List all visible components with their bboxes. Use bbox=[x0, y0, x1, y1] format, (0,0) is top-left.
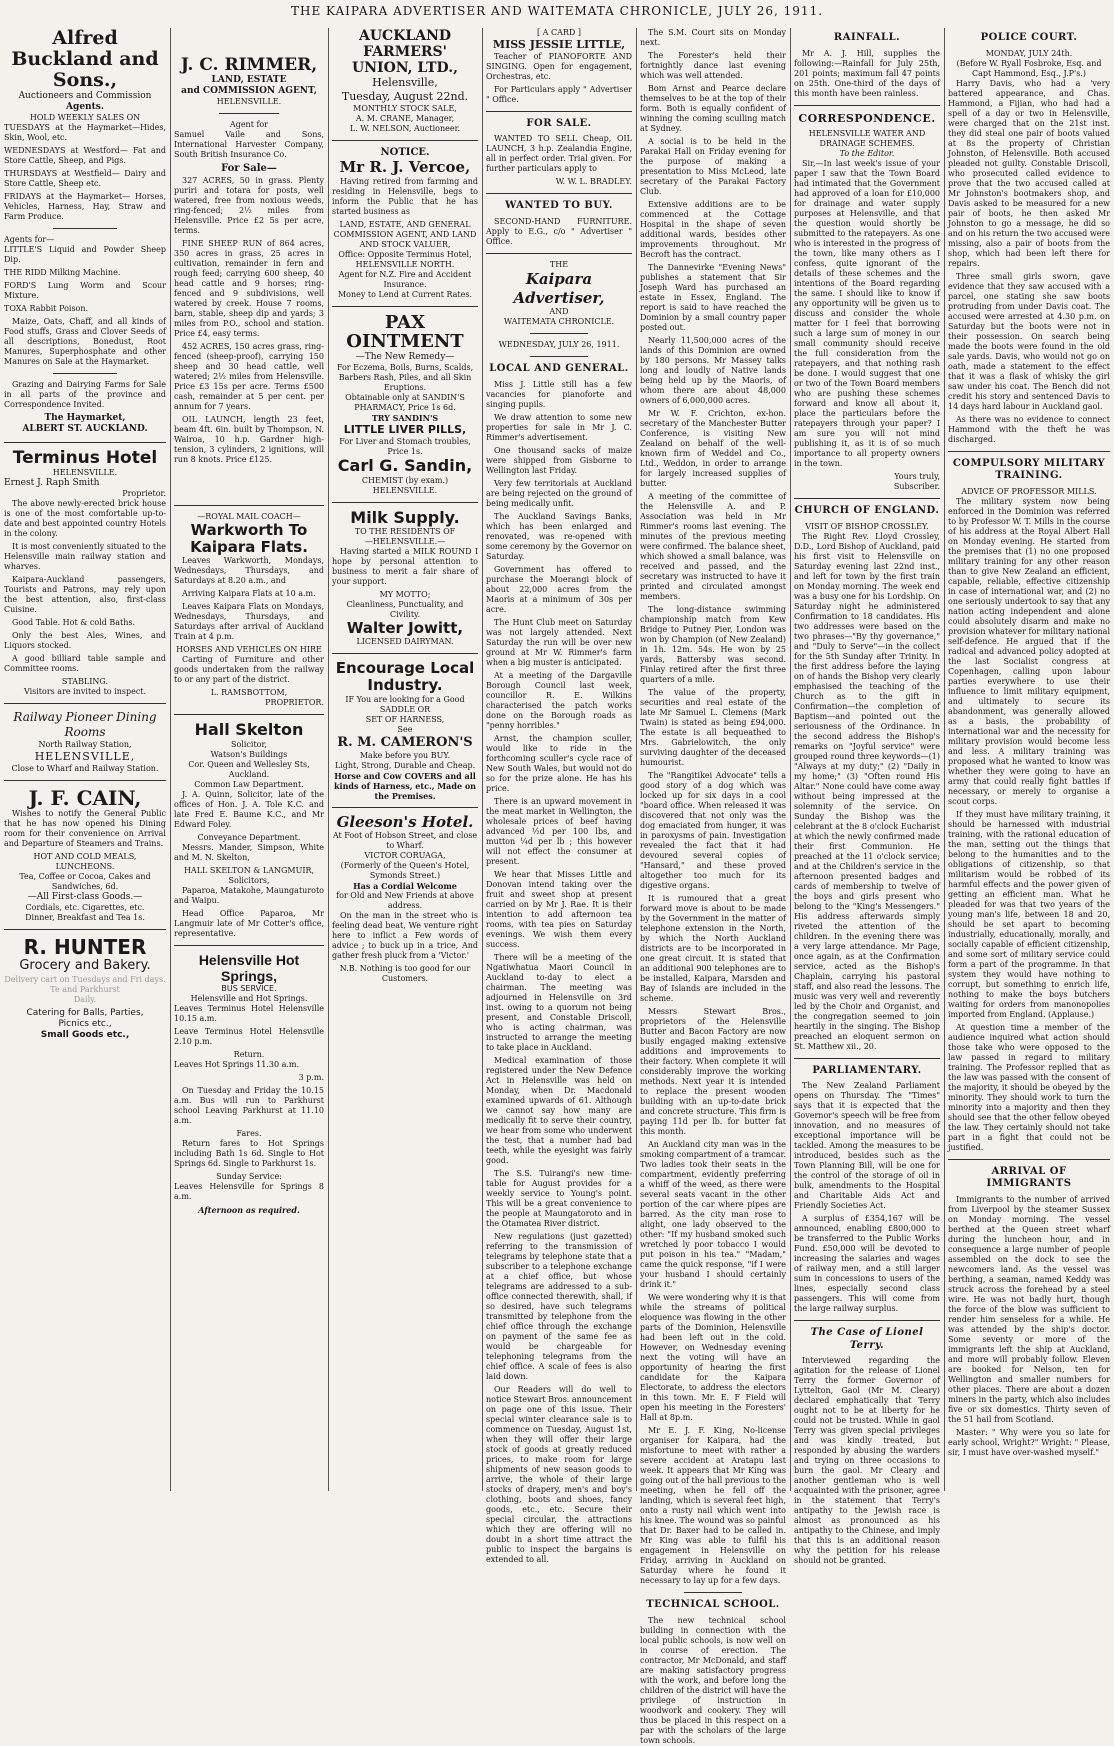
news-paragraph: The value of the property, securities and real estate of the late Mr Samuel L. Clemens (Mark Twain) is stated as being £94,000. The estate is all bequeathed to Mrs. Gabrielowitch, the only surviving daughter of the deceased humourist. bbox=[640, 688, 786, 767]
conveyance-body: Messrs. Mander, Simpson, White and M. N. Skelton, bbox=[174, 842, 324, 862]
conveyance: Conveyance Department. bbox=[197, 832, 301, 842]
news-paragraph: An Auckland city man was in the smoking compartment of a tramcar. Two ladies took their seats in the compartment, evidently preferring a whiff of the weed, as there were several seats vacant in the other portion of the car where pipes are barred. As the city man rose to alight, one lady observed to the other: "If my husband smoked such wretched ly poor tobacco I would put poison in his tea." "Madam," came the quick response, "if I were your husband I should certainly drink it." bbox=[640, 1140, 786, 1289]
sale-item: 452 ACRES, 150 acres grass, ring-fenced (sheep-proof), carrying 150 sheep and 30 head cattle, well watered; 2½ miles from Helensville. Price £3 15s per acre. Terms £500 cash, remainder at 5 per cent. per annum for 7 years. bbox=[174, 341, 324, 411]
gleeson-addr: At Foot of Hobson Street, and close to Wharf. bbox=[332, 831, 478, 851]
terminus-prop2: Proprietor. bbox=[122, 489, 166, 499]
cain-hot: HOT AND COLD MEALS, LUNCHEONS. bbox=[33, 852, 137, 872]
welcome: Has a Cordial Welcome bbox=[353, 881, 457, 892]
terminus-body: The above newly-erected brick house is one of the most comfortable up-to-date and best appointed country Hotels in the colony. bbox=[4, 499, 166, 539]
cameron-body: Make before you BUY. bbox=[359, 750, 451, 760]
bradley: W. W. L. BRADLEY. bbox=[555, 177, 632, 187]
coruaga: VICTOR CORUAGA, bbox=[364, 851, 446, 861]
agent-lines: Samuel Vaile and Sons, International Harvester Company, South British Insurance Co. bbox=[174, 130, 324, 160]
pax-title: PAX OINTMENT bbox=[346, 311, 464, 353]
hunter-catering: Catering for Balls, Parties, bbox=[26, 1007, 144, 1018]
police-before: (Before W. Ryall Fosbroke, Esq. and Capt Hammond, Esq., J.P's.) bbox=[956, 58, 1102, 78]
masthead: THE KAIPARA ADVERTISER AND WAITEMATA CHRONICLE, JULY 26, 1911. bbox=[290, 4, 824, 18]
terry-body: Interviewed regarding the agitation for the release of Lionel Terry the former Governor of Lyttelton, Gaol (Mr M. Cleary) declared emphatically that Terry ought not to be at liberty for he could not be trusted. While in gaol Terry was given special privileges and was kindly treated, but responded by abusing the warders and trying on three occasions to burn the gaol. Mr Cleary and another gentleman who is well acquainted with the prisoner, agree in the statement that Terry's antipathy to the Jewish race is almost as pronounced as his antipathy to the Chinese, and imply that this is an additional reason why the petition for his release should not be granted. bbox=[794, 1356, 940, 1566]
coruaga-sub: (Formerly of the Queen's Hotel, Symonds Street.) bbox=[340, 861, 470, 881]
vercoe-body: Having retired from farming and residing in Helensville, begs to inform the Public that he has started business as bbox=[332, 176, 478, 216]
head-office: Head Office Paparoa, Mr Langmuir late of Mr Cotter's office, representative. bbox=[174, 908, 324, 938]
for-sale: For Sale— bbox=[221, 163, 277, 175]
yours: Yours truly, bbox=[894, 472, 940, 482]
pax-obtain: Obtainable only at SANDIN'S PHARMACY, Price 1s 6d. bbox=[345, 393, 465, 413]
column-rule bbox=[328, 28, 329, 1491]
news-paragraph: Messrs Stewart Bros., proprietors of the Helensville Butter and Bacon Factory are now busily engaged making extensive additions and improvements to their factory. When complete it will considerably improve the working methods. Next year it is intended to replace the present wooden building with an up-to-date brick and concrete structure. This firm is paying 11d per lb. for butter fat this month. bbox=[640, 1007, 786, 1136]
liver-title: LITTLE LIVER PILLS, bbox=[343, 423, 467, 437]
hunter-line: Daily. bbox=[73, 994, 97, 1004]
news-paragraph: It is rumoured that a great forward move is about to be made by the Government in the matter of telephone extension in the North, by which the North Auckland districts are to be incorporated in one great circuit. It is stated that an additional 900 telephones are to be installed, Kaipara, Marsden and Bay of Islands are included in the scheme. bbox=[640, 894, 786, 1003]
fares-body: Return fares to Hot Springs including Bath 1s 6d. Single to Hot Springs 6d. Single to Parkhurst 1s. bbox=[174, 1138, 324, 1168]
motto-body: Cleanliness, Punctuality, and Civility. bbox=[346, 599, 464, 619]
cain-items: Cordials, etc. Cigarettes, etc. bbox=[25, 903, 145, 913]
hunter-small: Small Goods etc., bbox=[40, 1030, 130, 1041]
rimmer-title: J. C. RIMMER, bbox=[180, 55, 318, 75]
cain-title: J. F. CAIN, bbox=[28, 786, 142, 811]
news-paragraph: Extensive additions are to be commenced at the Cottage Hospital in the shape of seven additional wards, besides other improvements throughout. Mr Becroft has the contract. bbox=[640, 200, 786, 259]
church-heading: CHURCH OF ENGLAND. bbox=[794, 505, 940, 517]
local-heading: LOCAL AND GENERAL. bbox=[489, 363, 629, 375]
hunter-line: Te and Parkhurst bbox=[50, 984, 120, 994]
buckland-line: WEDNESDAYS at Westford— Fat and Store Cattle, Sheep, and Pigs. bbox=[4, 146, 166, 166]
nameplate-the: THE bbox=[549, 259, 569, 269]
bus-service: BUS SERVICE. bbox=[221, 983, 277, 993]
ramsbottom-prop: PROPRIETOR. bbox=[265, 698, 324, 708]
wanted-heading: WANTED TO BUY. bbox=[505, 200, 613, 212]
rainfall-body: Mr A. J. Hill, supplies the following:—Rainfall for July 25th, 201 points; maximum fall 47 points on 25th. One-third of the days of this month have been rainless. bbox=[794, 48, 940, 98]
buckland-line: THURSDAYS at Westfield— Dairy and Store Cattle, Sheep etc. bbox=[4, 169, 166, 189]
rimmer-sub: LAND, ESTATE bbox=[211, 74, 287, 85]
haymarket: The Haymarket, bbox=[44, 413, 126, 424]
railway-town: HELENSVILLE, bbox=[34, 750, 136, 764]
bus-line: Leave Terminus Hotel Helensville 2.10 p.m. bbox=[174, 1026, 324, 1046]
sale-item: 327 ACRES, 50 in grass. Plenty puriri and totara for posts, well watered, free from noxious weeds, ring-fenced; 2½ miles from Helensville. Price £2 5s per acre, terms. bbox=[174, 175, 324, 235]
news-paragraph: We were wondering why it is that while the streams of political eloquence was flowing in the other parts of the Dominion, Helensville had been left out in the cold. However, on Wednesday evening next the voting will have an opportunity of hearing the first candidate for the Kaipara Electorate, to address the electors in this town. Mr. E. F Field will open his meeting in the Foresters' Hall at 8p.m. bbox=[640, 1293, 786, 1422]
farmers-auct: L. W. NELSON, Auctioneer. bbox=[349, 123, 461, 133]
terminus-prop: Ernest J. Raph Smith bbox=[4, 478, 100, 489]
sunday-body: Leaves Helensville for Springs 8 a.m. bbox=[174, 1181, 324, 1201]
return: Return. bbox=[233, 1049, 265, 1059]
skelton-body: Cor. Queen and Wellesley Sts, Auckland. bbox=[188, 759, 310, 779]
warkworth-body: Arriving Kaipara Flats at 10 a.m. bbox=[182, 589, 316, 599]
ramsbottom: L. RAMSBOTTOM, bbox=[210, 688, 288, 698]
haymarket-address: ALBERT ST. AUCKLAND. bbox=[22, 424, 148, 435]
police-body: Three small girls sworn, gave evidence that they saw accused with a parcel, one stating she saw boots protruding from under Davis coat. The accused were arrested at 4.30 p.m. on Saturday but the boots were not in their possession. On search being made the boots were found in the old sale yards. Davis, who would not go on oath, made a statement to the effect that it was a flask of whisky the girl saw under his coat. The Bench did not credit his story and sentenced Davis to 14 days hard labour in Auckland gaol. bbox=[948, 271, 1110, 411]
afternoon: Afternoon as required. bbox=[198, 1204, 300, 1215]
column-5 bbox=[640, 28, 786, 1745]
church-body: The Right Rev. Lloyd Crossley, D.D., Lord Bishop of Auckland, paid his first visit to Helensville on Saturday evening last 22nd inst., and left for town by the first train on Monday morning. The week end was a busy one for his Lordship. On Saturday night he administered Confirmation to 18 candidates. His two addresses were based on the two phrases—"By thy governance," and "Duly to Serve"—in the collect for the 5th Sunday after Trinity. In the first address before the laying on of hands the Bishop very clearly emphasised the teaching of the Church as to the gift in Confirmation—the completion of Baptism—and pointed out the seriousness of the Ordinance. In the second address the Bishop's remarks on "Joyful service" were grouped round three keywords—(1) "Always at my duty;" (2) "Daily in my home;" (3) "Often round His Altar." None could have come away without being impressed at the solemnity of the service. On Sunday the Bishop was the celebrant at the 8 o'clock Eucharist at which the newly confirmed made their first Communion. He preached at the 11 o'clock service; and at the Children's service in the afternoon presented badges and cards of membership to twelve of the boys and girls present who belong to the "King's Messengers." His address afterwards simply riveted the attention of the children. In the evening there was a very large attendance. Mr Page, once again, as at the Confirmation service, acted as the Bishop's Chaplain, carrying his pastoral staff, and also read the lessons. The music was very well and reverently led by the Choir and Organist, and the congregation seemed to join heartily in the singing. The Bishop preached an eloquent sermon on St. Matthew xii., 20. bbox=[794, 531, 940, 1051]
fares: Fares. bbox=[236, 1128, 262, 1138]
local-paragraph: Medical examination of those registered under the New Defence Act in Helensville was held on Monday, when Dr. Macdonald examined upwards of 61. Although we cannot say how many are medically fit to serve their country, we hear from some who underwent the test, that a number had bad teeth, while the eyesight was fairly good. bbox=[486, 1055, 632, 1165]
corr-body: Sir,—In last week's issue of your paper I saw that the Town Board had intimated that the Government had approved of a loan for £10,000 for drainage and water supply purposes at Helensville, and that the question would shortly be submitted to the ratepayers. As one who is interested in the progress of the town, like many others as I confess, quite ignorant of the details of these schemes and the intentions of the Board regarding the same. I should like to know if any opportunity will be given us to discuss and consider the whole matter for I feel that borrowing such a large sum of money in our small community should receive the full consideration from the ratepayers, and that nothing rash be done. I would suggest that one or two of the Town Board members who are pushing these schemes forward and know all about it, place the particulars before the ratepayers through your paper? I am sure you will not mind publishing it, as it is of so much importance to all property owners in the town. bbox=[794, 159, 940, 469]
skelton-body: Solicitor, bbox=[231, 739, 267, 749]
column-rule bbox=[636, 28, 637, 1491]
master-joke: Master: " Why were you so late for early school, Wright?" Wright: " Please, sir, I must have over-washed myself." bbox=[948, 1427, 1110, 1457]
cain-goods: —All First-class Goods.— bbox=[27, 892, 143, 903]
little-title: MISS JESSIE LITTLE, bbox=[492, 38, 626, 51]
column-rule bbox=[482, 28, 483, 1491]
jowitt-title: Walter Jowitt, bbox=[346, 618, 464, 637]
cain-dinner: Dinner, Breakfast and Tea 1s. bbox=[25, 913, 145, 923]
news-paragraph: A meeting of the committee of the Helensville A. and P. Association was held in Mr Rimmer's rooms last evening. The minutes of the previous meeting were confirmed. The balance sheet, which showed a small balance, was received and passed, and the secretary was instructed to have it printed and circulated amongst members. bbox=[640, 492, 786, 601]
carting: Carting of Furniture and other goods undertaken from the railway to or any part of the district. bbox=[174, 655, 324, 685]
stabling: STABLING. bbox=[61, 677, 109, 687]
common-law: Common Law Department. bbox=[194, 779, 304, 789]
technical-body: The new technical school building in connection with the local public schools, is now well on in course of erection. The contractor, Mr McDonald, and staff are making satisfactory progress with the work, and before long the children of the district will have the privilege of instruction in woodwork and cookery. They will thus be placed in this respect on a par with the scholars of the large town schools. bbox=[640, 1615, 786, 1745]
terminus-body: A good billiard table sample and Committee rooms. bbox=[4, 654, 166, 674]
hotsprings-title: Helensville Hot Springs, bbox=[198, 951, 300, 984]
news-paragraph: Bom Arnst and Pearce declare themselves to be at the top of their form. Both is equally confident of winning the coming sculling match at Sydney. bbox=[640, 84, 786, 133]
local-paragraph: Very few territorials at Auckland are being rejected on the ground of being medically unfit. bbox=[486, 478, 632, 508]
hunter-line: Delivery cart on Tuesdays and Fri days. bbox=[4, 974, 166, 984]
saddle: SADDLE OR bbox=[379, 704, 431, 714]
police-heading: POLICE COURT. bbox=[980, 32, 1078, 43]
local-paragraph: The Auckland Savings Banks, which has been enlarged and renovated, was re-opened with some ceremony by the Governor on Saturday. bbox=[486, 511, 632, 561]
local-paragraph: At a meeting of the Dargaville Borough Council last week, councillor R. E. Wilkins characterised the patch works done on the Borough roads as "penny horribles." bbox=[486, 670, 632, 730]
police-body: As there was no evidence to connect Hammond with the theft he was discharged. bbox=[948, 414, 1110, 444]
news-paragraph: The "Rangitikei Advocate" tells a good story of a dog which was locked up for six days in a cool "board office. When released it was discovered that not only was the dog emaciated from hunger, it was in paroxysms of pain. Investigation revealed the fact that it had devoured several copies of "Hansard," and these proved altogether too much for its digestive organs. bbox=[640, 771, 786, 890]
try: TRY SANDIN'S bbox=[371, 413, 439, 424]
terminus-title: Terminus Hotel bbox=[12, 447, 158, 468]
buckland-sub: Agents. bbox=[66, 101, 104, 112]
parl-body: The New Zealand Parliament opens on Thursday. The "Times" says that it is expected that the Governor's speech will be free from innovation, and no measures of exceptional importance will be tackled. Among the measures to be introduced, besides such as the Town Planning Bill, will be one for the control of the storage of oil in bulk, amendments to the Hospital and Charitable Aids Act and Friendly Societies Act. bbox=[794, 1081, 940, 1211]
sale-item: OIL LAUNCH, length 23 feet, beam 4ft. 6in. built by Thompson, N. Wairoa, 10 h.p. Gardner high-tension, 3 cylinders, 2 ignitions, will run 8 knots. Price £125. bbox=[174, 414, 324, 464]
farmers-place: Helensville, bbox=[372, 76, 438, 90]
technical-heading: TECHNICAL SCHOOL. bbox=[646, 1599, 780, 1610]
pax-sub: —The New Remedy— bbox=[355, 352, 455, 363]
bus-line: Leaves Terminus Hotel Helensville 10.15 a.m. bbox=[174, 1003, 324, 1023]
rimmer-sub: and COMMISSION AGENT, bbox=[181, 85, 317, 96]
visit: VISIT OF BISHOP CROSSLEY. bbox=[805, 521, 929, 531]
pax-body: For Eczema, Boils, Burns, Scalds, Barbers Rash, Piles, and all Skin Eruptions. bbox=[336, 363, 474, 393]
return-line: Leaves Hot Springs 11.30 a.m. bbox=[174, 1059, 300, 1069]
column-2 bbox=[174, 28, 324, 1499]
milk-to: TO THE RESIDENTS OF bbox=[354, 526, 456, 536]
visitors: Visitors are invited to inspect. bbox=[23, 687, 147, 697]
news-paragraph: The long-distance swimming championship match from Kew Bridge to Putney Pier, London was won by Champion (of New Zealand) in 1h. 12m. 54s. He won by 25 yards, Battersby was second. Finlay retired after the first three quarters of a mile. bbox=[640, 605, 786, 684]
nameplate-and: AND bbox=[549, 307, 569, 317]
sandin-title: Carl G. Sandin, bbox=[337, 456, 473, 476]
terminus-body: Kaipara-Auckland passengers, Tourists and Patrons, may rely upon the best attention, also, first-class Cuisine. bbox=[4, 575, 166, 615]
police-date: MONDAY, JULY 24th. bbox=[985, 48, 1073, 58]
nameplate-waitemata: WAITEMATA CHRONICLE. bbox=[503, 317, 615, 327]
horses: HORSES AND VEHICLES ON HIRE bbox=[176, 645, 322, 655]
gleeson-title: Gleeson's Hotel. bbox=[336, 812, 474, 831]
warkworth-body: Leaves Kaipara Flats on Mondays, Wednesdays, Thursdays, and Saturdays after arrival of Auckland Train at 4 p.m. bbox=[174, 602, 324, 642]
sandin-sub: CHEMIST (by exam.) HELENSVILLE. bbox=[361, 475, 449, 495]
to-editor: To the Editor. bbox=[839, 149, 895, 159]
covers: Horse and Cow COVERS and all kinds of Harness, etc., Made on the Premises. bbox=[334, 770, 476, 801]
rainfall-heading: RAINFALL. bbox=[833, 32, 901, 43]
local-paragraph: Arnst, the champion sculler, would like to ride in the forthcoming sculler's cycle race of New South Wales, but would not do so for the prize alone. He has his price. bbox=[486, 733, 632, 793]
mail-coach: —ROYAL MAIL COACH— bbox=[197, 511, 301, 521]
railway-close: Close to Wharf and Railway Station. bbox=[11, 764, 159, 774]
milk-title: Milk Supply. bbox=[350, 507, 460, 527]
farmers-title: AUCKLAND FARMERS' UNION, LTD., bbox=[352, 28, 458, 77]
hunter-picnics: Picnics etc., bbox=[58, 1018, 112, 1029]
issue-date: WEDNESDAY, JULY 26, 1911. bbox=[498, 340, 620, 350]
vercoe-money: Money to Lend at Current Rates. bbox=[337, 289, 473, 299]
jowitt-sub: LICENSED DAIRYMAN. bbox=[356, 637, 454, 647]
parliamentary-heading: PARLIAMENTARY. bbox=[812, 1064, 922, 1076]
warkworth-title: Warkworth To Kaipara Flats. bbox=[190, 520, 308, 556]
column-3 bbox=[332, 28, 478, 1499]
sunday: Sunday Service: bbox=[216, 1171, 282, 1181]
news-paragraph: The S.M. Court sits on Monday next. bbox=[640, 28, 786, 47]
local-paragraph: The Hunt Club meet on Saturday was not largely attended. Next Saturday the run will be over new ground at Mr W. Rimmer's farm when a big muster is anticipated. bbox=[486, 617, 632, 667]
corr-sub: HELENSVILLE WATER AND DRAINAGE SCHEMES. bbox=[808, 129, 926, 149]
encourage-title: Encourage Local Industry. bbox=[335, 659, 475, 695]
local-paragraph: We hear that Misses Little and Donovan intend taking over the fruit and sweet shop at present carried on by Mr J. Rae. It is their intention to add afternoon tea rooms, with tea pies on Saturday evenings. We wish them every success. bbox=[486, 869, 632, 949]
hunter-title: R. HUNTER bbox=[23, 935, 147, 960]
local-paragraph: We draw attention to some new properties for sale in Mr J. C. Rimmer's advertisement. bbox=[486, 412, 632, 442]
terminus-body: Good Table. Hot & cold Baths. bbox=[12, 618, 136, 628]
encourage-body: IF You are looking for a Good bbox=[345, 694, 465, 704]
rimmer-place: HELENSVILLE. bbox=[216, 97, 282, 107]
local-paragraph: Miss J. Little still has a few vacancies for pianoforte and singing pupils. bbox=[486, 379, 632, 409]
common-law-body: J. A. Quinn, Solicitor, late of the offices of Hon. J. A. Tole K.C. and late Fred E. Baume K.C., and Mr Edward Foley. bbox=[174, 789, 324, 829]
skelton-lang: HALL SKELTON & LANGMUIR, bbox=[183, 865, 315, 875]
local-paragraph: Our Readers will do well to notice Stewart Bros. announcement on page one of this issue. Their special winter clearance sale is to commence on Tuesday, August 1st, when they will offer their large stock of goods at greatly reduced prices, to make room for large shipments of new season goods to arrive, the whole of their large stocks of drapery, men's and boy's clothing, boots and shoes, fancy goods, etc., etc. Secure their special circular, the attractions which they are offering will no doubt in a short time attract the public to inspect the bargains is extended to all. bbox=[486, 1384, 632, 1564]
sale-item: FINE SHEEP RUN of 864 acres, 350 acres in grass, 25 acres in cultivation, remainder in fern and rough feed; carrying 600 sheep, 40 head cattle and 9 horses; ring-fenced and 9 subdivisions, well watered by creek. House 7 rooms, barn, stable, sheep dip and yards; 3 miles from P.O., school and station. Price £4, easy terms. bbox=[174, 238, 324, 338]
paparoa: Paparoa, Matakohe, Maungaturoto and Waipu. bbox=[174, 885, 324, 905]
buckland-title: Alfred Buckland and Sons., bbox=[11, 27, 159, 91]
local-paragraph: Government has offered to purchase the Moerangi block of about 22,000 acres from the Maoris at a minimum of 30s per acre. bbox=[486, 564, 632, 614]
buckland-line: FRIDAYS at the Haymarket— Horses, Vehicles, Harness, Hay, Straw and Farm Produce. bbox=[4, 192, 166, 222]
return-line: 3 p.m. bbox=[298, 1072, 324, 1082]
welcome-body: for Old and New Friends at above address. bbox=[336, 891, 474, 911]
column-rule bbox=[170, 28, 171, 1491]
agents-line: LITTLE'S Liquid and Powder Sheep Dip. bbox=[4, 245, 166, 265]
local-paragraph: There will be a meeting of the Ngatiwhatua Maori Council in Auckland to-day to elect a chairman. The meeting was adjourned in Helensville on 3rd inst. owing to a quorum not being present, and Constable Driscoll, who is acting chairman, was instructed to arrange the meeting to take place in Auckland. bbox=[486, 952, 632, 1052]
farmers-date: Tuesday, August 22nd. bbox=[341, 90, 469, 104]
vercoe-agent: Agent for N.Z. Fire and Accident Insurance. bbox=[338, 269, 472, 289]
immigrants-body: Immigrants to the number of arrived from Liverpool by the steamer Sussex on Monday morning. The vessel berthed at the Queen street wharf during the luncheon hour, and in consequence a large number of people assembled on the dock to see the newcomers land. As the vessel was berthing, a seaman, named Keddy was struck across the forehead by a steel wire. He was not badly hurt, though the force of the blow was sufficient to render him senseless for a while. He was attended by the ship's doctor. Some seventy or more of the immigrants left the ship at Auckland, and more will probably follow. Eleven are booked for Nelson, ten for Wellington and smaller numbers for other places. There are about a dozen miners in the party, which also includes five or six domestics. Thirty seven of the 51 hail from Scotland. bbox=[948, 1194, 1110, 1424]
local-paragraph: New regulations (just gazetted) referring to the transmission of telegrams by telephone state that a subscriber to a telephone exchange at a chief office, but whose telegrams are addressed to a sub-office connected therewith, shall, if so desired, have such telegrams transmitted by telephone from the chief office through the exchange on payment of the same fee as would be chargeable for telephoning telegrams from the chief office. A scale of fees is also laid down. bbox=[486, 1231, 632, 1381]
parl-body: A surplus of £354,167 will be announced, enabling £800,000 to be transferred to the Public Works Fund. £50,000 will be devoted to increasing the salaries and wages of railway men, and a still larger sum in concessions to users of the lines, especially second class passengers. This will come from the large railway surplus. bbox=[794, 1214, 940, 1314]
buckland-sub: Auctioneers and Commission bbox=[18, 90, 152, 101]
notice: NOTICE. bbox=[380, 146, 430, 158]
agents-for: Agents for— bbox=[4, 235, 55, 245]
immigrants-heading: ARRIVAL OF IMMIGRANTS bbox=[986, 1165, 1072, 1189]
railway-station: North Railway Station, bbox=[38, 740, 132, 750]
farmers-mgr: A. M. CRANE, Manager, bbox=[355, 113, 455, 123]
milk-place: —HELENSVILLE.— bbox=[364, 536, 446, 546]
subscriber: Subscriber. bbox=[893, 482, 940, 492]
news-paragraph: Mr W. F. Crichton, ex-hon. secretary of the Manchester Butter Conference, is visiting New Zealand on behalf of the well-known firm of Weddel and Co., Ltd., Weddon, in order to arrange for largely increased supplies of butter. bbox=[640, 409, 786, 488]
local-paragraph: One thousand sacks of maize were shipped from Gisborne to Wellington last Friday. bbox=[486, 445, 632, 475]
cain-tea: Tea, Coffee or Cocoa, Cakes and Sandwiches, 6d. bbox=[19, 872, 151, 892]
gleeson-body: On the man in the street who is feeling dead beat, We venture right here to inflict a Few words of advice ; to buck up in a trice, And gather fresh pluck from a 'Victor.' bbox=[332, 911, 478, 961]
wanted-body: SECOND-HAND FURNITURE. Apply to E.G., c/o " Advertiser " Office. bbox=[486, 216, 632, 246]
terminus-place: HELENSVILLE. bbox=[52, 468, 118, 478]
column-4 bbox=[486, 28, 632, 1564]
card: [ A CARD ] bbox=[537, 28, 581, 37]
harness: SET OF HARNESS, bbox=[365, 714, 445, 724]
grazing-text: Grazing and Dairying Farms for Sale in all parts of the province and Correspondence Invited. bbox=[4, 380, 166, 410]
maize-text: Maize, Oats, Chaff, and all kinds of Food stuffs, Grass and Clover Seeds of all descriptions, Bonedust, Root Manures, Superphosphate and other Manures on Sale at the Haymarket. bbox=[4, 317, 166, 367]
news-paragraph: Mr E. J. F. King, No-license organiser for Kaipara, had the misfortune to meet with rather a severe accident at Aratapu last week. It appears that Mr King was going out of the hall previous to the meeting, when he fell off the landing, which is several feet high, onto a rusty nail which went into his knee. The wound was so painful that Dr. Baxer had to be called in. Mr King was able to fulfil his engagement in Helensville on Friday, arriving in Auckland on Saturday where he found it necessary to lay up for a few days. bbox=[640, 1426, 786, 1585]
terry-heading: The Case of Lionel Terry. bbox=[810, 1327, 924, 1351]
column-7 bbox=[948, 28, 1110, 1499]
skelton-title: Hall Skelton bbox=[194, 720, 304, 740]
warkworth-body: Leaves Warkworth, Mondays, Wednesdays, Thursdays, and Saturdays at 8.20 a.m., and bbox=[174, 556, 324, 586]
column-rule bbox=[944, 28, 945, 1491]
nb: N.B. Nothing is too good for our Customers. bbox=[339, 964, 471, 984]
military-body: The military system now being enforced in the Dominion was referred to by Professor W. T. Mills in the course of his address at the Royal Albert Hall on Monday evening. He started from the premises that (1) no one proposed military training for any other reason than to give New Zealand an efficient, capable, reliable, effective citizenship in case of international war, and (2) no one seriously undertook to say that any nation acting independent and alone could absolutely disarm and make no provision whatever for military national self-defence. He argued that if the radical and advanced policy adopted at the last Socialist congress at Copenhagen, calling upon labour parties everywhere to use their influence to limit military equipment, and ultimately to secure its abandonment, was generally allowed as a basis, the probability of international war and the necessity for military provision would become less and less. A military training was proposed what he wanted to know was whether they were going to have an army that could really fight battles if necessary, or merely to organise a scout corps. bbox=[948, 496, 1110, 806]
terminus-body: It is most conveniently situated to the Helensville main railway station and wharves. bbox=[4, 542, 166, 572]
vercoe-office: Office: Opposite Terminus Hotel, HELENSVILLE NORTH. bbox=[338, 249, 472, 269]
local-paragraph: There is an upward movement in the meat market in Wellington, the wholesale prices of beef having advanced ½d per 100 lbs, and mutton ¼d per lb ; this however will not effect the consumer at present. bbox=[486, 796, 632, 866]
railway-title: Railway Pioneer Dining Rooms bbox=[13, 710, 157, 740]
news-paragraph: A social is to be held in the Parakai Hall on Friday evening for the purpose of making a presentation to Miss McLeod, late secretary of the Parakai Factory Club. bbox=[640, 137, 786, 196]
military-body: If they must have military training, it should be harnessed with industrial training, with the rational education of the man, setting out the things that belong to the humanities and to the obligations of citizenship, so that militarism would be robbed of its harmful effects and the power given of getting an efficient man. What he pleaded for was that two years of the young man's life, between 18 and 20, should be set apart to becoming industrially, educationally, morally, and socially capable of efficient citizenship, and some sort of military service could form a part of the programme. In that system they would have nothing to corrupt, but something to enrich life, nothing to make the boys butchers waiting for orders from manonopolies imported from England. (Applause.) bbox=[948, 809, 1110, 1019]
terminus-body: Only the best Ales, Wines, and Liquors stocked. bbox=[4, 631, 166, 651]
bus-head: Helensville and Hot Springs. bbox=[190, 993, 308, 1003]
return-line: On Tuesday and Friday the 10.15 a.m. Bus will run to Parkhurst school Leaving Parkhurst at 11.10 a.m. bbox=[174, 1085, 324, 1125]
skelton-body: Watson's Buildings bbox=[210, 749, 288, 759]
agents-line: TOXA Rabbit Poison. bbox=[4, 304, 89, 314]
news-paragraph: Nearly 11,500,000 acres of the lands of this Dominion are owned by 180 persons. Mr Massey talks long and loudly of Native lands being held up by the Maoris, of whom there are about 48,000 owners of 6,000,000 acres. bbox=[640, 336, 786, 405]
news-paragraph: The Dannevirke "Evening News" publishes a statement that Sir Joseph Ward has purchased an estate in Essex, England. The report is said to have reached the Dominion by a small country paper posted out. bbox=[640, 263, 786, 332]
cameron: R. M. CAMERON'S bbox=[337, 734, 473, 750]
hunter-sub: Grocery and Bakery. bbox=[19, 958, 151, 974]
buckland-line: TUESDAYS at the Haymarket—Hides, Skin, Wool, etc. bbox=[4, 123, 166, 143]
little-part: For Particulars apply " Advertiser " Office. bbox=[486, 84, 632, 104]
military-heading: COMPULSORY MILITARY TRAINING. bbox=[952, 457, 1106, 481]
little-body: Teacher of PIANOFORTE AND SINGING. Open for engagement, Orchestras, etc. bbox=[486, 51, 632, 81]
motto: MY MOTTO; bbox=[379, 589, 431, 599]
agents-line: THE RIDD Milking Machine. bbox=[4, 268, 121, 278]
column-rule bbox=[790, 28, 791, 1491]
advice: ADVICE OF PROFESSOR MILLS. bbox=[961, 486, 1097, 496]
vercoe-title: Mr R. J. Vercoe, bbox=[339, 158, 471, 177]
solicitors: Solicitors, bbox=[228, 875, 270, 885]
local-paragraph: The S.S. Tuirangi's new time-table for August provides for a weekly service to Young's point. This will be a great convenience to the people at Maungatoroto and in the Otamatea River district. bbox=[486, 1168, 632, 1228]
milk-body: Having started a MILK ROUND I hope by personal attention to business to merit a fair share of your support. bbox=[332, 546, 478, 586]
correspondence-heading: CORRESPONDENCE. bbox=[798, 111, 936, 125]
military-body: At question time a member of the audience inquired what action should those take who were opposed to the law passed in regard to military training. The Professor replied that as the law was passed with the consent of the majority, it should be obeyed by the minority. They should work to turn the minority into a majority and then they should see that the other fellow obeyed the law. They certainly should not take part in a fight that could not be justified. bbox=[948, 1022, 1110, 1152]
nameplate: Kaipara Advertiser, bbox=[513, 269, 605, 307]
farmers-sale: MONTHLY STOCK SALE, bbox=[353, 103, 457, 113]
news-paragraph: The Forester's held their fortnightly dance last evening which was well attended. bbox=[640, 51, 786, 80]
see: See bbox=[397, 724, 413, 734]
forsale-heading: FOR SALE. bbox=[526, 117, 592, 129]
agent-for: Agent for bbox=[229, 120, 269, 130]
cain-body: Wishes to notify the General Public that he has now opened his Dining room for their convenience on Arrival and Departure of Steamers and Trains. bbox=[4, 809, 166, 849]
police-body: Harry Davis, who had a 'very battered appearance, and Chas. Hammond, a Fijian, who had had a spell of a day or two in Helensville, were charged that on the 21st inst. they did steal one pair of boots valued at 8s the property of Christian Johnston, of Helensville. Both accused pleaded not guilty. Constable Driscoll, who prosecuted called evidence to prove that the two accused called at Mr Johnston's bootmakers shop, and Davis asked to be measured for a new pair of boots, he then asked Mr Johnston to go a message, he did so and on his return the two accused were missing, also a pair of boots from the shop, which had been left there for repairs. bbox=[948, 78, 1110, 268]
column-6 bbox=[794, 28, 940, 1566]
cameron-qual: Light, Strong, Durable and Cheap. bbox=[334, 760, 476, 770]
buckland-sales: HOLD WEEKLY SALES ON bbox=[29, 113, 141, 123]
agents-line: FORD'S Lung Worm and Scour Mixture. bbox=[4, 281, 166, 301]
forsale-body: WANTED TO SELL Cheap, OIL LAUNCH, 3 h.p. Zealandia Engine, all in perfect order. Trial given. For further particulars apply to bbox=[486, 134, 632, 174]
liver-body: For Liver and Stomach troubles, Price 1s. bbox=[339, 437, 471, 457]
column-1 bbox=[4, 28, 166, 1499]
vercoe-caps: LAND, ESTATE, AND GENERAL COMMISSION AGENT, AND LAND AND STOCK VALUER, bbox=[333, 219, 477, 249]
